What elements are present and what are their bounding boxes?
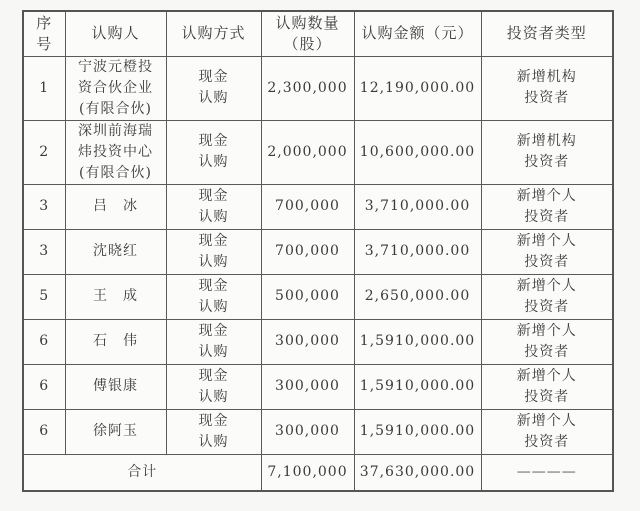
- header-subscriber: 认购人: [65, 11, 166, 56]
- total-investor-type: ————: [481, 454, 613, 491]
- seq-cell: 3: [23, 184, 65, 229]
- shares-cell: 500,000: [261, 274, 354, 319]
- total-label: 合计: [23, 454, 261, 491]
- seq-cell: 3: [23, 229, 65, 274]
- shares-cell: 300,000: [261, 364, 354, 409]
- method-cell: 现金 认购: [166, 319, 261, 364]
- total-amount: 37,630,000.00: [354, 454, 481, 491]
- seq-cell: 1: [23, 56, 65, 120]
- subscriber-cell: 石 伟: [65, 319, 166, 364]
- method-cell: 现金 认购: [166, 184, 261, 229]
- table-row: [23, 120, 613, 184]
- amount-cell: 12,190,000.00: [354, 56, 481, 120]
- total-shares: 7,100,000: [261, 454, 354, 491]
- subscriber-cell: 傅银康: [65, 364, 166, 409]
- investor-type-cell: 新增个人 投资者: [481, 409, 613, 454]
- table-row: [23, 274, 613, 319]
- method-cell: 现金 认购: [166, 409, 261, 454]
- table-row: [23, 184, 613, 229]
- table-row: [23, 229, 613, 274]
- shares-cell: 300,000: [261, 319, 354, 364]
- header-seq: 序 号: [23, 11, 65, 56]
- amount-cell: 1,5910,000.00: [354, 409, 481, 454]
- table-header-row: [23, 11, 613, 56]
- shares-cell: 700,000: [261, 184, 354, 229]
- header-shares: 认购数量 （股）: [261, 11, 354, 56]
- investor-type-cell: 新增个人 投资者: [481, 229, 613, 274]
- shares-cell: 700,000: [261, 229, 354, 274]
- table-row: [23, 319, 613, 364]
- amount-cell: 10,600,000.00: [354, 120, 481, 184]
- subscriber-cell: 吕 冰: [65, 184, 166, 229]
- investor-type-cell: 新增个人 投资者: [481, 364, 613, 409]
- table-row: [23, 364, 613, 409]
- amount-cell: 1,5910,000.00: [354, 364, 481, 409]
- investor-type-cell: 新增个人 投资者: [481, 319, 613, 364]
- seq-cell: 5: [23, 274, 65, 319]
- method-cell: 现金 认购: [166, 229, 261, 274]
- amount-cell: 3,710,000.00: [354, 184, 481, 229]
- method-cell: 现金 认购: [166, 274, 261, 319]
- investor-type-cell: 新增机构 投资者: [481, 120, 613, 184]
- amount-cell: 1,5910,000.00: [354, 319, 481, 364]
- header-amount: 认购金额（元）: [354, 11, 481, 56]
- amount-cell: 3,710,000.00: [354, 229, 481, 274]
- header-method: 认购方式: [166, 11, 261, 56]
- method-cell: 现金 认购: [166, 56, 261, 120]
- shares-cell: 300,000: [261, 409, 354, 454]
- subscription-table: [22, 10, 614, 492]
- amount-cell: 2,650,000.00: [354, 274, 481, 319]
- seq-cell: 2: [23, 120, 65, 184]
- subscriber-cell: 沈晓红: [65, 229, 166, 274]
- method-cell: 现金 认购: [166, 364, 261, 409]
- investor-type-cell: 新增个人 投资者: [481, 274, 613, 319]
- seq-cell: 6: [23, 319, 65, 364]
- subscriber-cell: 徐阿玉: [65, 409, 166, 454]
- header-investor-type: 投资者类型: [481, 11, 613, 56]
- seq-cell: 6: [23, 409, 65, 454]
- seq-cell: 6: [23, 364, 65, 409]
- investor-type-cell: 新增个人 投资者: [481, 184, 613, 229]
- subscriber-cell: 宁波元橙投 资合伙企业 (有限合伙): [65, 56, 166, 120]
- method-cell: 现金 认购: [166, 120, 261, 184]
- shares-cell: 2,300,000: [261, 56, 354, 120]
- subscriber-cell: 王 成: [65, 274, 166, 319]
- investor-type-cell: 新增机构 投资者: [481, 56, 613, 120]
- table-row: [23, 56, 613, 120]
- table-row: [23, 409, 613, 454]
- shares-cell: 2,000,000: [261, 120, 354, 184]
- subscriber-cell: 深圳前海瑞 炜投资中心 (有限合伙): [65, 120, 166, 184]
- total-row: [23, 454, 613, 491]
